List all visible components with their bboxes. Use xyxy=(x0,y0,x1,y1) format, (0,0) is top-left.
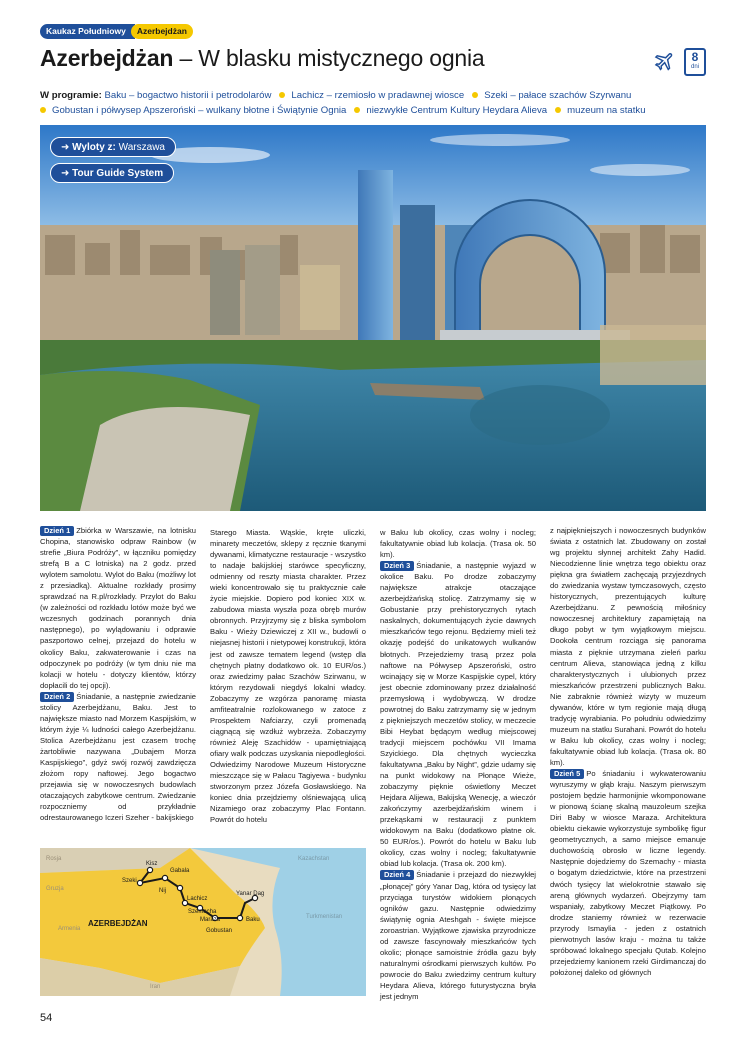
day-paragraph xyxy=(550,525,706,768)
hero-photo xyxy=(40,125,706,511)
duration-badge xyxy=(684,48,706,76)
day-label: Dzień 5 xyxy=(550,769,584,779)
flights-label: Wyloty z: xyxy=(72,142,116,153)
day-label: Dzień 2 xyxy=(40,692,74,702)
map-region-label: Armenia xyxy=(58,926,81,932)
day-paragraph xyxy=(210,527,366,825)
day-paragraph xyxy=(40,525,196,691)
day-text: Śniadanie i przejazd do niezwykłej „płonącej” góry Yanar Dag, która od tysięcy lat przyciąga turystów widokiem płonących ogników gazu. Następnie odwiedzimy świątynię ognia Ateshgah - święte miejsce zoroastrian. Wyjątkowe zjawiska przyrodnicze od zawsze fascynowały mieszkańców tych okolic; płonące samoistnie źródła gazu były naturalnymi ośrodkami pierwszych kultów. Po powrocie do Baku zwiedzimy centrum kultury Heydara Alieva, którego futurystyczna bryła jest jednym xyxy=(380,870,536,1001)
airplane-icon xyxy=(654,50,676,72)
map-city-label: Lachicz xyxy=(187,896,208,902)
tour-guide-badge: ➜ Tour Guide System xyxy=(50,163,174,183)
country-tag[interactable]: Azerbejdżan xyxy=(131,24,193,39)
tour-guide-label: Tour Guide System xyxy=(72,168,164,179)
itinerary-column-4 xyxy=(550,525,706,978)
map-region-label: Kazachstan xyxy=(298,856,330,862)
flights-badge: ➜ Wyloty z: Warszawa xyxy=(50,137,176,157)
program-item: Lachicz – rzemiosło w pradawnej wiosce xyxy=(291,90,465,101)
day-paragraph xyxy=(380,527,536,560)
map-country-label: AZERBEJDŻAN xyxy=(88,919,148,928)
bullet-dot-icon xyxy=(279,92,285,98)
bullet-dot-icon xyxy=(472,92,478,98)
day-paragraph xyxy=(380,560,536,869)
page-number: 54 xyxy=(40,1012,53,1024)
program-label: W programie: xyxy=(40,90,105,101)
region-tag[interactable]: Kaukaz Południowy xyxy=(40,24,135,39)
day-text: z najpiękniejszych i nowoczesnych budynków świata z ostatnich lat. Zbudowany on został wg projektu słynnej architekt Zahy Hadid. Niecodzienne linie wnętrza tego obiektu oraz piękna gra światłem zachęcają przyjezdnych do zwiedzania wystaw tymczasowych, często historycznych, prezentujących kulturę Azerbejdżanu. Z pewnością miłośnicy nowoczesnej architektury zapamiętają na długo pobyt w tym wyjątkowym miejscu. Dookoła centrum rozciąga się panorama miasta z pięknie utrzymana zieleń parku centrum Alieva, stanowiąca jedną z kilku charakterystycznych i ulubionych przez mieszkańców przestrzeni publicznych Baku. Nie zabraknie również wizyty w muzeum dywanów, które w tym regionie mają długą tradycję wyrabiania. Po południu odwiedzimy muzeum na statku Surahani. Powrót do hotelu w Baku lub okolicy, czas wolny i nocleg; fakultatywnie obiad lub kolacja. (Trasa ok. 80 km). xyxy=(550,526,706,767)
day-text: Śniadanie, a następnie zwiedzanie stolicy Azerbejdżanu, Baku. Jest to największe miasto nad Morzem Kaspijskim, w którym żyje ¼ ludności całego Azerbejdżanu. Stolica Azerbejdżanu jest czasem trochę żartobliwie nazywana „Dubajem Morza Kaspijskiego”, gdyż swój rozwój zawdzięcza złożom ropy naftowej. Jego bogactwo przejawia się w nowoczesnych budowlach otaczających zabytkowe centrum. Zwiedzanie rozpoczniemy od przykładnie odrestaurowanego Iczeri Szeher - bakijskiego xyxy=(40,691,196,823)
program-item: Szeki – pałace szachów Szyrwanu xyxy=(484,90,632,101)
flights-city: Warszawa xyxy=(118,142,165,153)
itinerary-column-2 xyxy=(210,527,366,825)
day-text: Po śniadaniu i wykwaterowaniu wyruszymy w głąb kraju. Naszym pierwszym postojem będzie harmonijnie wkomponowane w pionową ścianę skalną mauzoleum szejka Diri Baby w wiosce Maraza. Architektura obiektu ciekawie wykorzystuje symbolikę figur geometrycznych, a samo miejsce emanuje duchowością obrosło w liczne legendy. Następnie dojedziemy do Szemachy - miasta o bogatym dziedzictwie, które na przestrzeni dwóch tysięcy lat wielokrotnie stawało się areną głównych wydarzeń. Obejrzymy tam wspaniały, zabytkowy Meczet Piątkowy. Po drodze staniemy również w rezerwacie przyrody Ismaylia - jeden z ostatnich pierwotnych lasów kraju - można tu także spróbować lokalnego specjału Qutab. Kolejno przejedziemy kanionem rzeki Girdimanczaj do położonej daleko od głównych xyxy=(550,769,706,977)
duration-unit: dni xyxy=(690,64,699,70)
map-region-label: Rosja xyxy=(46,856,62,862)
program-highlights xyxy=(40,88,710,118)
day-paragraph xyxy=(380,869,536,1002)
day-label: Dzień 4 xyxy=(380,870,414,880)
itinerary-column-1 xyxy=(40,525,196,823)
duration-number: 8 xyxy=(691,50,699,64)
breadcrumb-tags xyxy=(40,24,193,39)
day-text: Starego Miasta. Wąskie, kręte uliczki, minarety meczetów, sklepy z ręcznie tkanymi dywanami, klimatyczne restauracje - wszystko to nadaje bakijskiej starówce specyficzny, odmienny od reszty miasta charakter. Przez wieki koncentrowało się tu praktycznie całe życie miejskie. Dopiero pod koniec XIX w. zabudowa miasta wyszła poza obręb murów obronnych. Przyjrzymy się z bliska symbolom Baku - Wieży Dziewiczej z XII w., budowli o niejasnej historii i nietypowej konstrukcji, która jest od zawsze tematem legend (wstęp dla chętnych płatny dodatkowo ok. 10 EUR/os.) oraz zwiedzimy pałac Szachów Szirwanu, w którym rezydowali niegdyś lokalni władcy. Zobaczymy ze wzgórza panoramę miasta amfiteatralnie rozlokowanego w zatoce z Prospektem Nafciarzy, czyli promenadą ciągnącą się wzdłuż wybrzeża. Zobaczymy również Aleję Szachidów - upamiętniającą ofiary walk podczas uzyskania niepodległości. Odwiedzimy Narodowe Muzeum Historyczne mieszczące się w Pałacu Tagiyewa - budynku stworzonym przez Józefa Gosławskiego. Na koniec dnia przejdziemy olśniewającą ulicą Nizamiego oraz zobaczymy Plac Fontann. Powrót do hotelu xyxy=(210,528,366,825)
map-city-label: Gobustan xyxy=(206,928,233,934)
day-label: Dzień 1 xyxy=(40,526,74,536)
map-city-label: Gabala xyxy=(170,868,190,874)
day-label: Dzień 3 xyxy=(380,561,414,571)
day-text: w Baku lub okolicy, czas wolny i nocleg; fakultatywnie obiad lub kolacja. (Trasa ok. 50 km). xyxy=(380,528,536,560)
itinerary-column-3 xyxy=(380,527,536,1002)
map-region-label: Turkmenistan xyxy=(306,914,343,920)
day-paragraph xyxy=(40,691,196,824)
map-city-label: Szeki xyxy=(122,878,137,884)
bullet-dot-icon xyxy=(555,107,561,113)
bullet-dot-icon xyxy=(354,107,360,113)
map-city-label: Szemacha xyxy=(188,909,217,915)
program-item: Baku – bogactwo historii i petrodolarów xyxy=(104,90,272,101)
program-item: muzeum na statku xyxy=(567,105,646,116)
day-paragraph xyxy=(550,768,706,978)
page-title xyxy=(40,45,485,72)
map-region-label: Iran xyxy=(150,984,161,990)
map-city-label: Kisz xyxy=(146,861,158,867)
program-item: Gobustan i półwysep Apszeroński – wulkany błotne i Świątynie Ognia xyxy=(52,105,347,116)
map-region-label: Gruzja xyxy=(46,886,64,892)
day-text: Śniadanie, a następnie wyjazd w okolice Baku. Po drodze zobaczymy największe atrakcje otaczające azerbejdżańską stolicę. Zatrzymamy się w Gobustanie przy prehistorycznych rytach naskalnych, dokumentujących życie dawnych mieszkańców tego rejonu. Będziemy mieli też okazję podejść do unikatowych wulkanów błotnych. Przejedziemy trasą przez pola naftowe na Półwysep Apszeroński, ostro wcinający się w Morze Kaspijskie cypel, który jest obecnie zdominowany przez działalność przemysłową i wydobywczą. W drodze powrotnej do Baku zatrzymamy się w jednym z piękniejszych meczetów stolicy, w meczecie Bibi Heybat będącym według miejscowej tradycji miejscem pochówku VII Imama Szyickiego. Dla chętnych wycieczka fakultatywna „Baku by Night”, gdzie udamy się na punkt widokowy na Płonące Wieże, zobaczymy pięknie oświetlony Meczet Hejdara Alijewa, Bakijską Wenecję, a wieczór zakończymy azerbejdżańskim winem i przekąskami w restauracji z punktem widokowym na Baku (dodatkowo płatne ok. 50 EUR/os.). Powrót do hotelu w Baku lub okolicy, czas wolny i nocleg; fakultatywnie obiad lub kolacja. (Trasa ok. 200 km). xyxy=(380,561,536,869)
program-item: niezwykłe Centrum Kultury Heydara Alieva xyxy=(366,105,548,116)
map-city-label: Yanar Dag xyxy=(236,891,265,897)
bullet-dot-icon xyxy=(40,107,46,113)
map-city-label: Nij xyxy=(159,888,166,894)
map-city-label: Maraza xyxy=(200,917,221,923)
route-map xyxy=(40,848,366,996)
day-text: Zbiórka w Warszawie, na lotnisku Chopina, stanowisko odpraw Rainbow (w strefie „Biura Podróży”, w łączniku pomiędzy strefą B a C lotniska) na 2 godz. przed wylotem samolotu. Wylot do Baku (możliwy lot z przesiadką). Aktualne rozkłady prosimy sprawdzać na R.pl/rozkłady. Przylot do Baku (w zależności od rozkładu lotów może być we wczesnych godzinach porannych dnia następnego), po wylądowaniu i odprawie paszportowo celnej, przejazd do hotelu w okolicy Baku, zakwaterowanie i czas na odpoczynek po podróży (w tym dniu nie ma kolacji w hotelu - dotyczy klientów, którzy dopłacili do tej opcji). xyxy=(40,526,196,690)
title-subtitle: – W blasku mistycznego ognia xyxy=(173,45,485,71)
map-city-label: Baku xyxy=(246,917,260,923)
title-main: Azerbejdżan xyxy=(40,45,174,71)
